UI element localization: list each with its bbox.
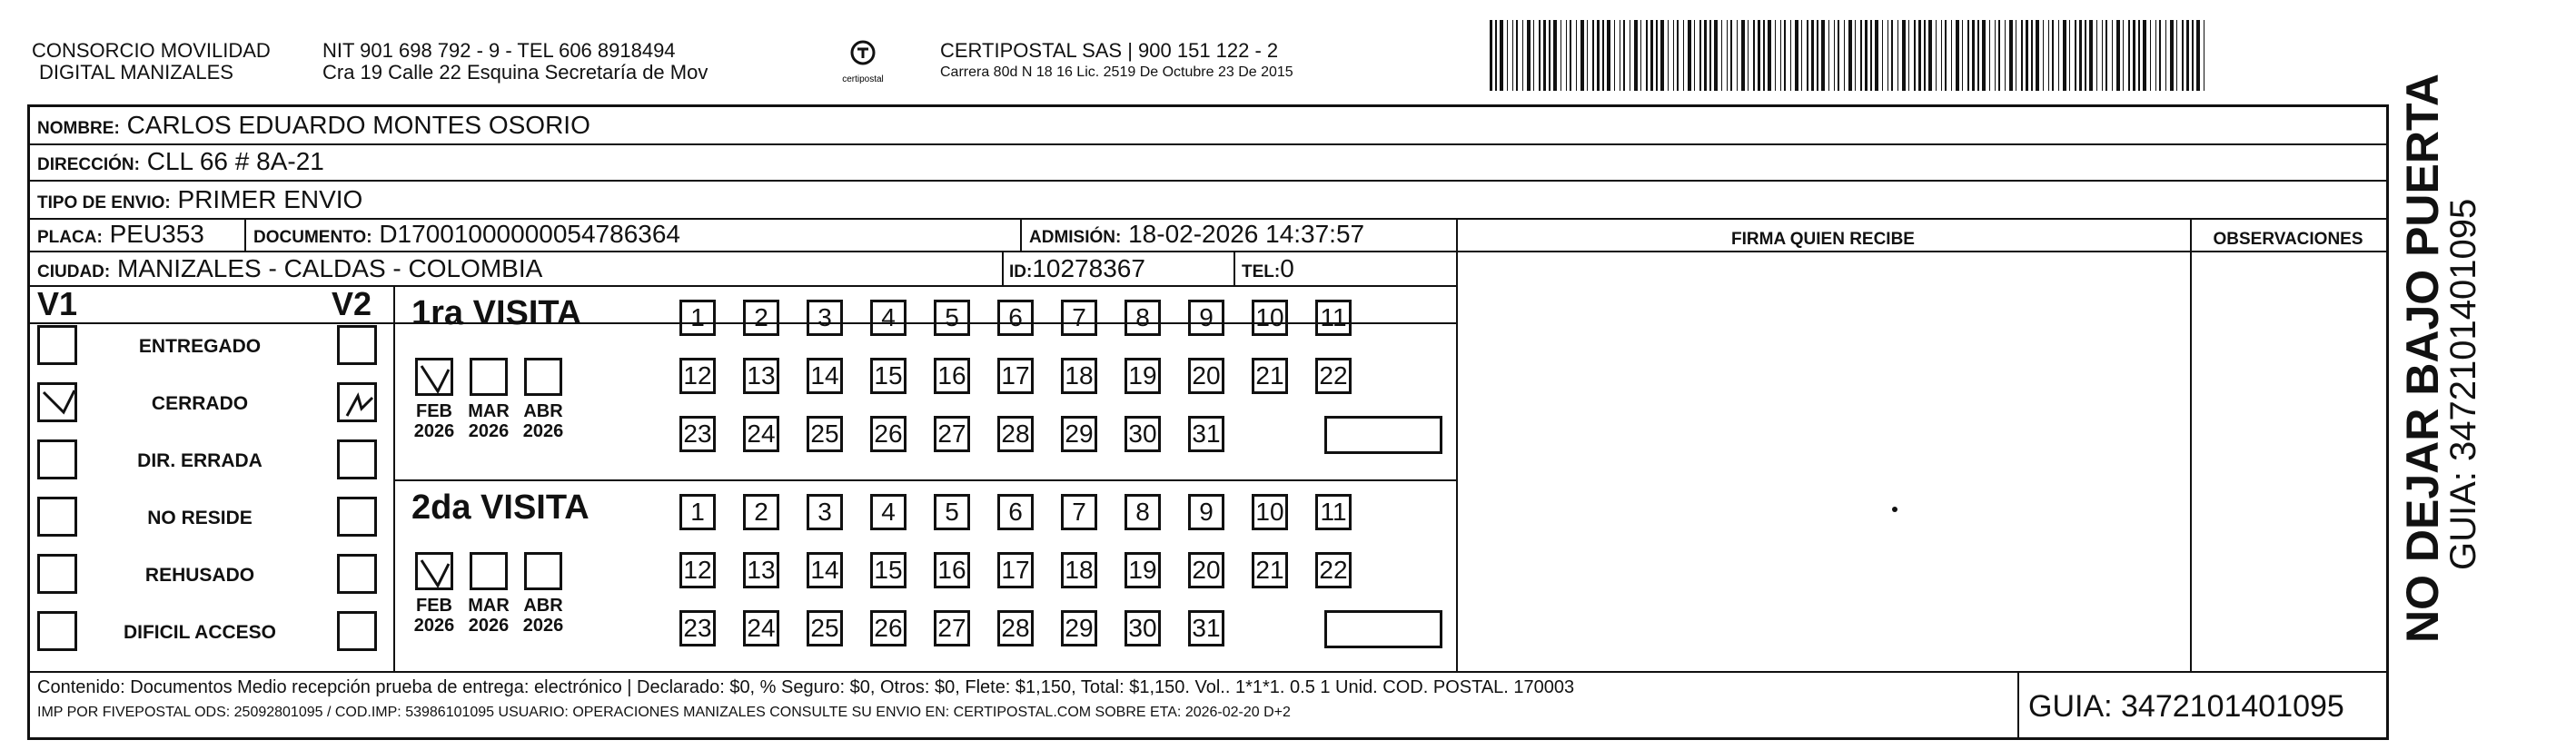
day-box[interactable]: 5 [934, 300, 970, 336]
barcode-bar [1795, 20, 1798, 91]
barcode-bar [1704, 20, 1707, 91]
company-line2: DIGITAL MANIZALES [39, 61, 233, 84]
barcode-bar [2196, 20, 2200, 91]
barcode-bar [1758, 20, 1760, 91]
barcode-bar [1570, 20, 1571, 91]
barcode-bar [1566, 20, 1567, 91]
barcode-bar [1673, 20, 1674, 91]
day-box[interactable]: 11 [1315, 494, 1352, 530]
visit-title: 1ra VISITA [411, 294, 582, 332]
barcode-bar [2165, 20, 2166, 91]
v2-checkbox[interactable] [337, 382, 377, 422]
barcode-bar [2176, 20, 2177, 91]
v1-checkbox[interactable] [37, 382, 77, 422]
day-box[interactable]: 23 [679, 416, 716, 452]
barcode-bar [1748, 20, 1749, 91]
shipping-form [27, 104, 2389, 740]
barcode-bar [1967, 20, 1969, 91]
day-box[interactable]: 1 [679, 300, 716, 336]
day-box[interactable]: 26 [870, 610, 907, 646]
barcode-bar [1688, 20, 1691, 91]
signature-dot [1892, 507, 1897, 512]
documento-value: D17001000000054786364 [379, 220, 680, 248]
courier-line2: Carrera 80d N 18 16 Lic. 2519 De Octubre 23 De 2015 [940, 64, 1293, 80]
barcode-bar [2096, 20, 2097, 91]
barcode-bar [1668, 20, 1669, 91]
barcode-bar [1623, 20, 1625, 91]
barcode-bar [1844, 20, 1845, 91]
barcode-bar [1490, 20, 1492, 91]
barcode-bar [2036, 20, 2039, 91]
barcode-bar [1775, 20, 1776, 91]
barcode-bar [1780, 20, 1781, 91]
barcode-bar [1650, 20, 1653, 91]
day-box[interactable]: 29 [1061, 416, 1097, 452]
barcode-bar [1801, 20, 1802, 91]
barcode-bar [1817, 20, 1818, 91]
tel-field: TEL:0 [1242, 254, 1294, 282]
barcode-bar [1522, 20, 1523, 91]
nombre-field: NOMBRE: CARLOS EDUARDO MONTES OSORIO [37, 111, 590, 139]
day-box[interactable]: 29 [1061, 610, 1097, 646]
day-box[interactable]: 5 [934, 494, 970, 530]
v1-checkbox[interactable] [37, 611, 77, 651]
day-box[interactable]: 25 [807, 610, 843, 646]
day-box[interactable]: 1 [679, 494, 716, 530]
day-box[interactable]: 25 [807, 416, 843, 452]
barcode-bar [2048, 20, 2049, 91]
day-box[interactable]: 26 [870, 416, 907, 452]
barcode-bar [1828, 20, 1829, 91]
company-line1: CONSORCIO MOVILIDAD [32, 39, 271, 62]
barcode-bar [2116, 20, 2120, 91]
day-box[interactable]: 27 [934, 610, 970, 646]
barcode-bar [1763, 20, 1765, 91]
barcode-bar [1553, 20, 1557, 91]
barcode-bar [2102, 20, 2103, 91]
month-label: FEB 2026 [413, 401, 455, 441]
barcode-bar [1694, 20, 1695, 91]
day-box[interactable]: 17 [997, 552, 1034, 588]
barcode-bar [1924, 20, 1926, 91]
admision-value: 18-02-2026 14:37:57 [1128, 220, 1365, 248]
day-box[interactable]: 8 [1125, 494, 1161, 530]
barcode-bar [2031, 20, 2033, 91]
barcode-bar [2112, 20, 2113, 91]
status-label: DIFICIL ACCESO [123, 622, 276, 643]
barcode-bar [1908, 20, 1909, 91]
courier-info [940, 40, 1293, 84]
day-box[interactable]: 13 [743, 358, 779, 394]
day-box[interactable]: 20 [1188, 552, 1224, 588]
month-checkbox[interactable] [524, 358, 562, 396]
barcode-bar [1500, 20, 1503, 91]
day-box[interactable]: 9 [1188, 494, 1224, 530]
barcode-bar [2182, 20, 2184, 91]
barcode-bar [1580, 20, 1584, 91]
day-box[interactable]: 27 [934, 416, 970, 452]
barcode-bar [2155, 20, 2156, 91]
barcode-bar [1928, 20, 1932, 91]
v1-checkbox[interactable] [37, 554, 77, 594]
barcode-bar [2192, 20, 2194, 91]
day-box[interactable]: 24 [743, 610, 779, 646]
barcode-bar [1914, 20, 1916, 91]
barcode-bar [1753, 20, 1755, 91]
barcode-bar [1887, 20, 1888, 91]
barcode-bar [1811, 20, 1814, 91]
barcode-bar [1560, 20, 1561, 91]
barcode-bar [1727, 20, 1728, 91]
day-box[interactable]: 14 [807, 358, 843, 394]
barcode-bar [2123, 20, 2124, 91]
day-box[interactable]: 6 [997, 494, 1034, 530]
day-box[interactable]: 8 [1125, 300, 1161, 336]
month-checkbox[interactable] [415, 358, 453, 396]
barcode-bar [1507, 20, 1508, 91]
day-box[interactable]: 21 [1252, 552, 1288, 588]
barcode-bar [1634, 20, 1638, 91]
barcode-bar [1495, 20, 1497, 91]
ciudad-field: CIUDAD: MANIZALES - CALDAS - COLOMBIA [37, 254, 543, 282]
visit-title: 2da VISITA [411, 488, 590, 527]
barcode-bar [1936, 20, 1937, 91]
barcode-bar [2133, 20, 2135, 91]
status-label: REHUSADO [144, 565, 255, 586]
barcode-bar [2063, 20, 2066, 91]
barcode-bar [1597, 20, 1600, 91]
barcode-bar [1640, 20, 1641, 91]
tel-value: 0 [1280, 254, 1294, 282]
status-label: CERRADO [151, 393, 249, 414]
barcode-bar [1549, 20, 1551, 91]
barcode-bar [1656, 20, 1658, 91]
barcode-bar [2085, 20, 2086, 91]
id-value: 10278367 [1032, 254, 1145, 282]
day-box[interactable]: 9 [1188, 300, 1224, 336]
day-box[interactable]: 7 [1061, 300, 1097, 336]
observaciones-label: OBSERVACIONES [2213, 230, 2363, 249]
day-box[interactable]: 19 [1125, 552, 1161, 588]
day-box[interactable]: 16 [934, 358, 970, 394]
barcode-bar [1709, 20, 1711, 91]
month-label: ABR 2026 [522, 596, 564, 636]
day-box[interactable]: 3 [807, 300, 843, 336]
barcode-bar [1699, 20, 1701, 91]
barcode-bar [1902, 20, 1906, 91]
barcode-bar [2138, 20, 2140, 91]
barcode-bar [1516, 20, 1518, 91]
barcode-bar [1897, 20, 1898, 91]
barcode-bar [2170, 20, 2174, 91]
barcode-bar [1821, 20, 1825, 91]
barcode-bar [2143, 20, 2146, 91]
barcode-bar [1660, 20, 1664, 91]
barcode-bar [1587, 20, 1588, 91]
v2-header: V2 [332, 285, 372, 322]
day-box[interactable]: 28 [997, 610, 1034, 646]
courier-line1: CERTIPOSTAL SAS | 900 151 122 - 2 [940, 39, 1279, 62]
barcode-bar [2075, 20, 2076, 91]
day-box[interactable]: 2 [743, 300, 779, 336]
v2-checkbox[interactable] [337, 325, 377, 365]
barcode-bar [1870, 20, 1872, 91]
day-box[interactable]: 6 [997, 300, 1034, 336]
barcode-bar [1768, 20, 1771, 91]
barcode-bar [2058, 20, 2059, 91]
day-box[interactable]: 28 [997, 416, 1034, 452]
admision-field: ADMISIÓN: 18-02-2026 14:37:57 [1029, 220, 1365, 248]
status-label: DIR. ERRADA [137, 450, 263, 471]
nit-line1: NIT 901 698 792 - 9 - TEL 606 8918494 [322, 39, 676, 62]
barcode-bar [1784, 20, 1786, 91]
barcode-bar [1848, 20, 1852, 91]
barcode-bar [2150, 20, 2151, 91]
day-box[interactable]: 10 [1252, 494, 1288, 530]
barcode-bar [2043, 20, 2044, 91]
v1-checkbox[interactable] [37, 439, 77, 479]
barcode-bar [1512, 20, 1513, 91]
barcode-bar [2159, 20, 2161, 91]
barcode-bar [1741, 20, 1745, 91]
v1-header: V1 [37, 285, 78, 322]
barcode-bar [2052, 20, 2054, 91]
barcode-bar [2069, 20, 2070, 91]
barcode-bar [1527, 20, 1531, 91]
barcode-bar [1683, 20, 1684, 91]
barcode [1490, 20, 2212, 91]
day-box[interactable]: 31 [1188, 416, 1224, 452]
day-box[interactable]: 4 [870, 494, 907, 530]
footer-guia: GUIA: 3472101401095 [2028, 689, 2344, 724]
signature-box[interactable] [1324, 610, 1442, 648]
day-box[interactable]: 2 [743, 494, 779, 530]
barcode-bar [1576, 20, 1577, 91]
month-label: MAR 2026 [468, 596, 510, 636]
day-box[interactable]: 16 [934, 552, 970, 588]
barcode-bar [1730, 20, 1732, 91]
barcode-bar [1533, 20, 1534, 91]
day-box[interactable]: 21 [1252, 358, 1288, 394]
day-box[interactable]: 10 [1252, 300, 1288, 336]
day-box[interactable]: 20 [1188, 358, 1224, 394]
barcode-bar [2079, 20, 2082, 91]
month-checkbox[interactable] [470, 552, 508, 590]
barcode-bar [1995, 20, 1996, 91]
barcode-bar [1539, 20, 1541, 91]
day-box[interactable]: 22 [1315, 552, 1352, 588]
day-box[interactable]: 18 [1061, 552, 1097, 588]
barcode-bar [1807, 20, 1808, 91]
day-box[interactable]: 11 [1315, 300, 1352, 336]
v1-checkbox[interactable] [37, 497, 77, 537]
barcode-bar [1714, 20, 1718, 91]
barcode-bar [2089, 20, 2093, 91]
day-box[interactable]: 31 [1188, 610, 1224, 646]
barcode-bar [1592, 20, 1594, 91]
barcode-bar [1982, 20, 1986, 91]
footer-imp: IMP POR FIVEPOSTAL ODS: 25092801095 / COD.IMP: 53986101095 USUARIO: OPERACIONES MANIZALES CONSULTE SU ENVIO EN: CERTIPOSTAL.COM SOBRE ETA: 2026-02-20 D+2 [37, 705, 1291, 720]
barcode-bar [1860, 20, 1862, 91]
day-box[interactable]: 23 [679, 610, 716, 646]
v1-checkbox[interactable] [37, 325, 77, 365]
day-box[interactable]: 24 [743, 416, 779, 452]
day-box[interactable]: 13 [743, 552, 779, 588]
barcode-bar [2026, 20, 2028, 91]
documento-field: DOCUMENTO: D17001000000054786364 [253, 220, 680, 248]
side-guia: GUIA: 3472101401095 [2443, 198, 2483, 570]
month-checkbox[interactable] [415, 552, 453, 590]
month-checkbox[interactable] [524, 552, 562, 590]
month-label: MAR 2026 [468, 401, 510, 441]
status-label: ENTREGADO [138, 336, 262, 357]
barcode-bar [1737, 20, 1738, 91]
v2-checkbox[interactable] [337, 611, 377, 651]
nit-info [322, 40, 708, 84]
barcode-bar [1614, 20, 1615, 91]
placa-field: PLACA: PEU353 [37, 220, 204, 248]
day-box[interactable]: 30 [1125, 416, 1161, 452]
month-checkbox[interactable] [470, 358, 508, 396]
status-label: NO RESIDE [147, 508, 253, 528]
barcode-bar [2105, 20, 2107, 91]
barcode-bar [1602, 20, 1604, 91]
barcode-bar [2005, 20, 2006, 91]
day-box[interactable]: 14 [807, 552, 843, 588]
footer-content: Contenido: Documentos Medio recepción prueba de entrega: electrónico | Declarado: $0, % Seguro: $0, Otros: $0, Flete: $1,150, Total: $1,150. Vol.. 1*1*1. 0.5 1 Unid. COD. POSTAL. 170003 [37, 677, 1575, 697]
nit-line2: Cra 19 Calle 22 Esquina Secretaría de Mov [322, 61, 708, 84]
signature-box[interactable] [1324, 416, 1442, 454]
day-box[interactable]: 12 [679, 358, 716, 394]
day-box[interactable]: 4 [870, 300, 907, 336]
barcode-bar [2021, 20, 2023, 91]
placa-value: PEU353 [109, 220, 204, 248]
day-box[interactable]: 3 [807, 494, 843, 530]
barcode-bar [1918, 20, 1921, 91]
barcode-bar [1941, 20, 1942, 91]
tipo-envio-value: PRIMER ENVIO [177, 185, 363, 213]
barcode-bar [1998, 20, 2000, 91]
id-field: ID:10278367 [1009, 254, 1145, 282]
barcode-bar [1951, 20, 1952, 91]
day-box[interactable]: 7 [1061, 494, 1097, 530]
barcode-bar [1855, 20, 1856, 91]
certipostal-logo [836, 36, 890, 87]
day-box[interactable]: 12 [679, 552, 716, 588]
direccion-field: DIRECCIÓN: CLL 66 # 8A-21 [37, 147, 324, 175]
day-box[interactable]: 15 [870, 358, 907, 394]
firma-label: FIRMA QUIEN RECIBE [1731, 230, 1915, 249]
day-box[interactable]: 30 [1125, 610, 1161, 646]
barcode-bar [1962, 20, 1963, 91]
barcode-bar [1875, 20, 1878, 91]
barcode-bar [2128, 20, 2130, 91]
barcode-bar [1972, 20, 1975, 91]
barcode-bar [2009, 20, 2013, 91]
barcode-bar [1721, 20, 1722, 91]
day-box[interactable]: 19 [1125, 358, 1161, 394]
barcode-bar [1677, 20, 1679, 91]
barcode-bar [1865, 20, 1868, 91]
v2-checkbox[interactable] [337, 439, 377, 479]
tipo-envio-field: TIPO DE ENVIO: PRIMER ENVIO [37, 185, 363, 213]
day-box[interactable]: 18 [1061, 358, 1097, 394]
direccion-value: CLL 66 # 8A-21 [146, 147, 324, 175]
v2-checkbox[interactable] [337, 497, 377, 537]
barcode-bar [1543, 20, 1546, 91]
day-box[interactable]: 15 [870, 552, 907, 588]
v2-checkbox[interactable] [337, 554, 377, 594]
barcode-bar [1989, 20, 1990, 91]
barcode-bar [1882, 20, 1883, 91]
month-label: FEB 2026 [413, 596, 455, 636]
company-name [32, 40, 271, 84]
barcode-bar [2186, 20, 2189, 91]
barcode-bar [1646, 20, 1648, 91]
barcode-bar [1838, 20, 1839, 91]
day-box[interactable]: 17 [997, 358, 1034, 394]
no-dejar-warning: NO DEJAR BAJO PUERTA [2397, 74, 2448, 643]
nombre-value: CARLOS EDUARDO MONTES OSORIO [126, 111, 590, 139]
month-label: ABR 2026 [522, 401, 564, 441]
barcode-bar [1945, 20, 1947, 91]
barcode-bar [1790, 20, 1791, 91]
barcode-bar [1834, 20, 1835, 91]
ciudad-value: MANIZALES - CALDAS - COLOMBIA [117, 254, 543, 282]
barcode-bar [1607, 20, 1610, 91]
barcode-bar [1977, 20, 1979, 91]
barcode-bar [1956, 20, 1959, 91]
svg-text:certipostal: certipostal [842, 74, 884, 84]
day-box[interactable]: 22 [1315, 358, 1352, 394]
barcode-bar [1891, 20, 1893, 91]
